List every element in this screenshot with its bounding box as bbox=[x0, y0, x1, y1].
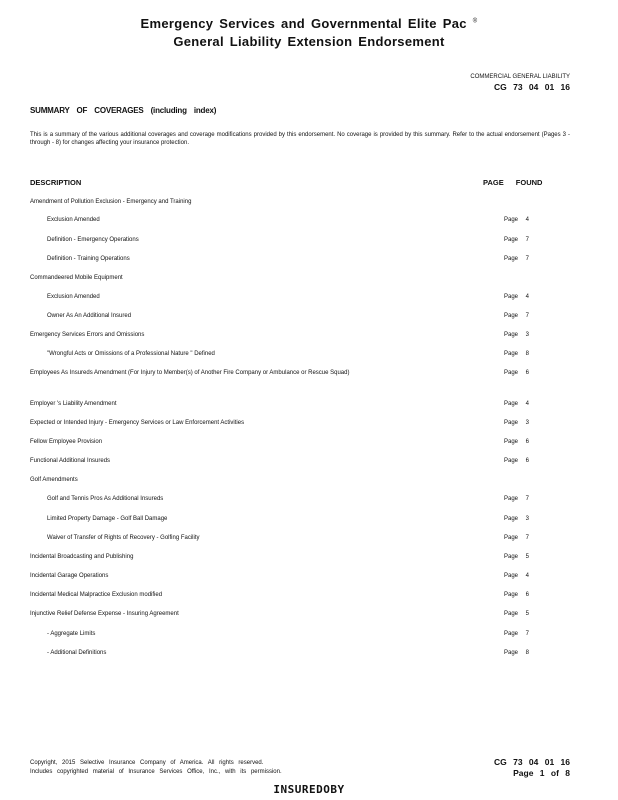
index-row-page: Page 4 bbox=[504, 573, 530, 579]
index-row-description: Exclusion Amended bbox=[47, 294, 100, 300]
index-row-description: Golf and Tennis Pros As Additional Insureds bbox=[47, 496, 164, 502]
copyright-line-1: Copyright, 2015 Selective Insurance Company of America. All rights reserved. bbox=[30, 760, 264, 766]
form-label: COMMERCIAL GENERAL LIABILITY bbox=[470, 74, 570, 80]
index-row-page: Page 3 bbox=[504, 420, 530, 426]
index-row-page: Page 5 bbox=[504, 554, 530, 560]
index-row-page: Page 6 bbox=[504, 458, 530, 464]
index-row-page: Page 6 bbox=[504, 439, 530, 445]
form-code-bottom: CG 73 04 01 16 bbox=[493, 757, 570, 767]
index-row-description: Commandeered Mobile Equipment bbox=[30, 275, 123, 281]
index-row-description: Golf Amendments bbox=[30, 477, 78, 483]
index-row-page: Page 8 bbox=[504, 351, 530, 357]
index-row-description: Limited Property Damage - Golf Ball Damage bbox=[47, 516, 168, 522]
index-row-description: Employer 's Liability Amendment bbox=[30, 401, 117, 407]
summary-intro: This is a summary of the various additional coverages and coverage modifications provided by this endorsement. No coverage is provided by this summary. Refer to the actual endorsement (Pages 3 - through - 8) for changes affecting your insurance protection. bbox=[30, 132, 570, 147]
copyright-notice bbox=[30, 759, 282, 777]
index-row-description: Functional Additional Insureds bbox=[30, 458, 111, 464]
summary-heading: SUMMARY OF COVERAGES (including index) bbox=[30, 106, 217, 115]
index-row-description: Amendment of Pollution Exclusion - Emergency and Training bbox=[30, 199, 192, 205]
index-row-page: Page 7 bbox=[504, 535, 530, 541]
index-row-description: Exclusion Amended bbox=[47, 217, 100, 223]
index-row-description: "Wrongful Acts or Omissions of a Professional Nature " Defined bbox=[47, 351, 215, 357]
form-identifier-top bbox=[470, 72, 570, 92]
index-row-description: Incidental Garage Operations bbox=[30, 573, 109, 579]
document-title-line-1 bbox=[0, 16, 618, 31]
form-identifier-bottom bbox=[494, 757, 570, 779]
index-row-description: Owner As An Additional Insured bbox=[47, 313, 132, 319]
index-row-description: Definition - Training Operations bbox=[47, 256, 130, 262]
index-row-page: Page 3 bbox=[504, 516, 530, 522]
index-row-page: Page 7 bbox=[504, 313, 530, 319]
watermark-text: INSUREDOBY bbox=[273, 783, 345, 796]
index-row-description: Incidental Broadcasting and Publishing bbox=[30, 554, 134, 560]
index-row-page: Page 4 bbox=[504, 217, 530, 223]
index-row-page: Page 6 bbox=[504, 592, 530, 598]
index-row-description: Emergency Services Errors and Omissions bbox=[30, 332, 145, 338]
title-line-1-text: Emergency Services and Governmental Elite Pac bbox=[140, 16, 467, 31]
index-row-page: Page 5 bbox=[504, 611, 530, 617]
copyright-line-2: Includes copyrighted material of Insurance Services Office, Inc., with its permission. bbox=[30, 769, 282, 775]
index-row-page: Page 7 bbox=[504, 496, 530, 502]
index-row-page: Page 7 bbox=[504, 256, 530, 262]
index-row-page: Page 3 bbox=[504, 332, 530, 338]
document-title-line-2: General Liability Extension Endorsement bbox=[173, 34, 445, 49]
page-number: Page 1 of 8 bbox=[513, 768, 570, 778]
index-row-description: Definition - Emergency Operations bbox=[47, 237, 139, 243]
index-row-description: Expected or Intended Injury - Emergency Services or Law Enforcement Activities bbox=[30, 420, 245, 426]
index-row-description: - Additional Definitions bbox=[47, 650, 107, 656]
index-row-page: Page 7 bbox=[504, 237, 530, 243]
index-row-page: Page 4 bbox=[504, 401, 530, 407]
index-row-page: Page 8 bbox=[504, 650, 530, 656]
index-row-page: Page 6 bbox=[504, 370, 530, 376]
index-row-description: Incidental Medical Malpractice Exclusion modified bbox=[30, 592, 163, 598]
index-row-description: Fellow Employee Provision bbox=[30, 439, 103, 445]
description-column-header: DESCRIPTION bbox=[30, 178, 82, 187]
form-code-top: CG 73 04 01 16 bbox=[493, 82, 570, 92]
index-row-page: Page 7 bbox=[504, 631, 530, 637]
index-row-description: Employees As Insureds Amendment (For Injury to Member(s) of Another Fire Company or Ambulance or Rescue Squad) bbox=[30, 370, 350, 376]
index-row-description: Waiver of Transfer of Rights of Recovery - Golfing Facility bbox=[47, 535, 200, 541]
page-found-column-header: PAGE FOUND bbox=[483, 178, 543, 187]
index-row-description: - Aggregate Limits bbox=[47, 631, 96, 637]
index-row-description: Injunctive Relief Defense Expense - Insuring Agreement bbox=[30, 611, 179, 617]
index-row-page: Page 4 bbox=[504, 294, 530, 300]
registered-mark: ® bbox=[472, 18, 478, 25]
